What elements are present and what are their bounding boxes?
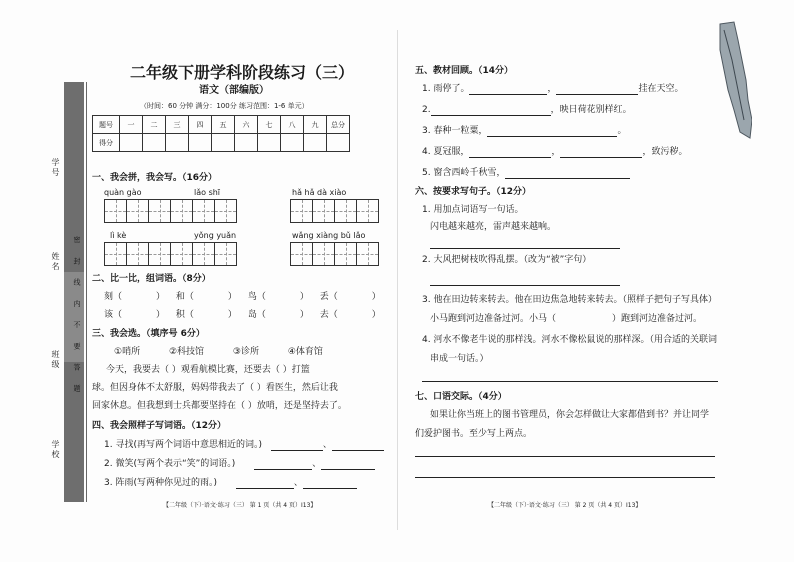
char-grid-5[interactable] — [192, 242, 237, 266]
answer-line[interactable] — [430, 285, 620, 286]
answer-line[interactable] — [487, 127, 617, 137]
paren-close: ） — [227, 310, 237, 320]
q2-row-1 — [104, 292, 381, 303]
q2-item: 该（ — [104, 310, 123, 320]
q4-heading: 四、我会照样子写词语。（12分） — [92, 421, 227, 431]
torn-paper-corner — [712, 20, 752, 140]
q4-item-1: 1. 寻找(再写两个词语中意思相近的词。) 、 — [104, 440, 384, 451]
paren-close: ） — [156, 292, 166, 302]
q6-item-4: 4. 河水不像老牛说的那样浅。河水不像松鼠说的那样深。（用合适的关联词 — [422, 335, 717, 345]
paren-close: ） — [371, 292, 381, 302]
q3-heading: 三、我会选。（填序号 6分） — [92, 329, 205, 339]
q6-text: ）跑到河边准备过河。 — [612, 314, 703, 324]
q4-item-label: 1. 寻找(再写两个词语中意思相近的词。) — [104, 440, 262, 450]
char-grid-1[interactable] — [104, 199, 193, 223]
q3-option: ④体育馆 — [287, 347, 323, 357]
score-cell[interactable] — [189, 134, 212, 152]
q2-item: 刻（ — [104, 292, 123, 302]
answer-line[interactable] — [422, 381, 718, 382]
answer-line[interactable] — [415, 456, 715, 457]
exam-info: （时间：60 分钟 满分：100分 练习范围：1-6 单元） — [140, 102, 309, 110]
q2-item: 去（ — [319, 310, 338, 320]
page-subtitle: 语文（部编版） — [199, 85, 269, 96]
q2-heading: 二、比一比，组词语。（8分） — [92, 274, 211, 284]
q5-heading: 五、教材回顾。（14分） — [415, 66, 514, 76]
score-header-cell: 四 — [189, 116, 212, 134]
q6-item-3-b — [430, 314, 702, 325]
answer-line[interactable] — [254, 460, 312, 470]
score-cell[interactable] — [166, 134, 189, 152]
footer-right: 【二年级（下）·语文·练习（三） 第 2 页（共 4 页）I13】 — [488, 502, 642, 509]
q6-text: 小马跑到河边准备过河。小马（ — [430, 314, 557, 324]
page-title: 二年级下册学科阶段练习（三） — [130, 63, 355, 82]
q3-text-line-2: 球。但因身体不太舒服，妈妈带我去了（ ）看医生，然后让我 — [92, 383, 338, 393]
answer-line[interactable] — [271, 441, 323, 451]
score-cell[interactable] — [258, 134, 281, 152]
answer-line[interactable] — [556, 85, 638, 95]
q2-row-2 — [104, 310, 381, 321]
q5-item-5 — [422, 168, 630, 179]
pinyin-label: hǎ hǎ dà xiào — [292, 188, 347, 197]
q5-text: 挂在天空。 — [638, 84, 684, 94]
score-cell[interactable] — [304, 134, 327, 152]
score-header-cell: 三 — [166, 116, 189, 134]
score-cell[interactable] — [143, 134, 166, 152]
pinyin-label: wǎng xiàng bǔ lǎo — [292, 231, 366, 240]
footer-left: 【二年级（下）·语文·练习（三） 第 1 页（共 4 页）I13】 — [163, 502, 317, 509]
q3-option: ③诊所 — [232, 347, 259, 357]
side-label-xingming: 姓名 — [51, 252, 60, 272]
q5-item-2 — [422, 105, 632, 116]
score-header-cell: 五 — [212, 116, 235, 134]
paren-close: ） — [227, 292, 237, 302]
score-cell[interactable] — [212, 134, 235, 152]
q5-text: 3. 春种一粒粟， — [422, 126, 488, 136]
answer-line[interactable] — [415, 477, 715, 478]
char-grid-2[interactable] — [192, 199, 237, 223]
paren-close: ） — [299, 292, 309, 302]
pinyin-label: quàn gào — [104, 188, 142, 197]
q7-text-2: 们爱护图书。至少写上两点。 — [415, 429, 533, 439]
q4-item-2: 2. 微笑(写两个表示“笑”的词语。) 、 — [104, 459, 375, 470]
score-header-cell: 题号 — [93, 116, 120, 134]
q6-item-4-b: 串成一句话。） — [430, 354, 489, 364]
paren-close: ） — [156, 310, 166, 320]
q2-item: 鸟（ — [247, 292, 266, 302]
q6-item-2: 2. 大风把树枝吹得乱摆。（改为“被”字句） — [422, 255, 592, 265]
q7-heading: 七、口语交际。（4分） — [415, 392, 507, 402]
q6-item-3: 3. 他在田边转来转去。他在田边焦急地转来转去。（照样子把句子写具体） — [422, 295, 717, 305]
q3-option: ①哨所 — [114, 347, 141, 357]
side-label-banji: 班级 — [51, 350, 60, 370]
q2-item: 丢（ — [319, 292, 338, 302]
answer-line[interactable] — [469, 148, 551, 158]
score-header-cell: 总分 — [327, 116, 350, 134]
seal-line-text: 密 封 线 内 不 要 答 题 — [73, 236, 81, 398]
q5-item-3 — [422, 126, 626, 137]
paren-close: ） — [371, 310, 381, 320]
answer-line[interactable] — [469, 85, 547, 95]
q2-item: 岛（ — [247, 310, 266, 320]
q4-item-label: 2. 微笑(写两个表示“笑”的词语。) — [104, 459, 236, 469]
side-label-xuexiao: 学校 — [51, 440, 60, 460]
pinyin-label: lì kè — [110, 231, 127, 240]
q5-text: 4. 夏冠服， — [422, 147, 470, 157]
q5-text: ，映日荷花别样红。 — [550, 105, 632, 115]
score-table — [92, 115, 350, 152]
answer-line[interactable] — [505, 169, 630, 179]
paren-close: ） — [299, 310, 309, 320]
score-header-cell: 七 — [258, 116, 281, 134]
score-table-header-row — [93, 116, 350, 134]
score-header-cell: 二 — [143, 116, 166, 134]
answer-line[interactable] — [303, 479, 357, 489]
q6-item-1: 1. 用加点词语写一句话。 — [422, 205, 524, 215]
q5-text: 。 — [617, 126, 627, 136]
char-grid-4[interactable] — [104, 242, 193, 266]
score-header-cell: 八 — [281, 116, 304, 134]
score-cell[interactable] — [120, 134, 143, 152]
q1-heading: 一、我会拼，我会写。（16分） — [92, 173, 218, 183]
q4-item-label: 3. 阵雨(写两种你见过的雨。) — [104, 478, 217, 488]
q6-heading: 六、按要求写句子。（12分） — [415, 187, 532, 197]
q5-text: 2. — [422, 105, 431, 115]
q5-text: 1. 雨停了。 — [422, 84, 470, 94]
answer-line[interactable] — [430, 248, 620, 249]
answer-line[interactable] — [332, 441, 384, 451]
answer-line[interactable] — [560, 148, 642, 158]
q3-option: ②科技馆 — [168, 347, 205, 357]
q2-item: 积（ — [175, 310, 194, 320]
answer-line[interactable] — [431, 106, 551, 116]
score-cell[interactable] — [327, 134, 350, 152]
char-grid-3[interactable] — [290, 199, 379, 223]
q3-options — [114, 347, 323, 358]
char-grid-6[interactable] — [290, 242, 379, 266]
binding-line — [86, 82, 87, 502]
q5-item-4: 4. 夏冠服， ， ，致污秽。 — [422, 147, 688, 157]
q5-item-1: 1. 雨停了。 ， 挂在天空。 — [422, 84, 684, 94]
score-cell[interactable] — [281, 134, 304, 152]
q4-item-3: 3. 阵雨(写两种你见过的雨。) 、 — [104, 478, 357, 489]
score-header-cell: 一 — [120, 116, 143, 134]
pinyin-label: yǒng yuǎn — [194, 231, 237, 240]
q5-text: 5. 窗含西岭千秋雪， — [422, 168, 506, 178]
q3-text-line-1: 今天，我要去（ ）观看航模比赛，还要去（ ）打篮 — [106, 365, 310, 375]
page-divider — [397, 30, 398, 530]
q5-text: ，致污秽。 — [642, 147, 688, 157]
q3-text-line-3: 回家休息。但我想到士兵都要坚持在（ ）放哨，还是坚持去了。 — [92, 401, 347, 411]
q6-item-1-example: 闪电越来越亮，雷声越来越响。 — [430, 222, 557, 232]
score-cell[interactable] — [235, 134, 258, 152]
q7-text-1: 如果让你当班上的图书管理员，你会怎样做让大家都借到书？并让同学 — [430, 410, 710, 420]
score-table-score-row — [93, 134, 350, 152]
score-header-cell: 六 — [235, 116, 258, 134]
score-row-label: 得分 — [93, 134, 120, 152]
answer-line[interactable] — [321, 460, 375, 470]
pinyin-label: lǎo shī — [194, 188, 221, 197]
side-label-xuehao: 学号 — [51, 158, 60, 178]
answer-line[interactable] — [236, 479, 294, 489]
q2-item: 和（ — [175, 292, 194, 302]
score-header-cell: 九 — [304, 116, 327, 134]
